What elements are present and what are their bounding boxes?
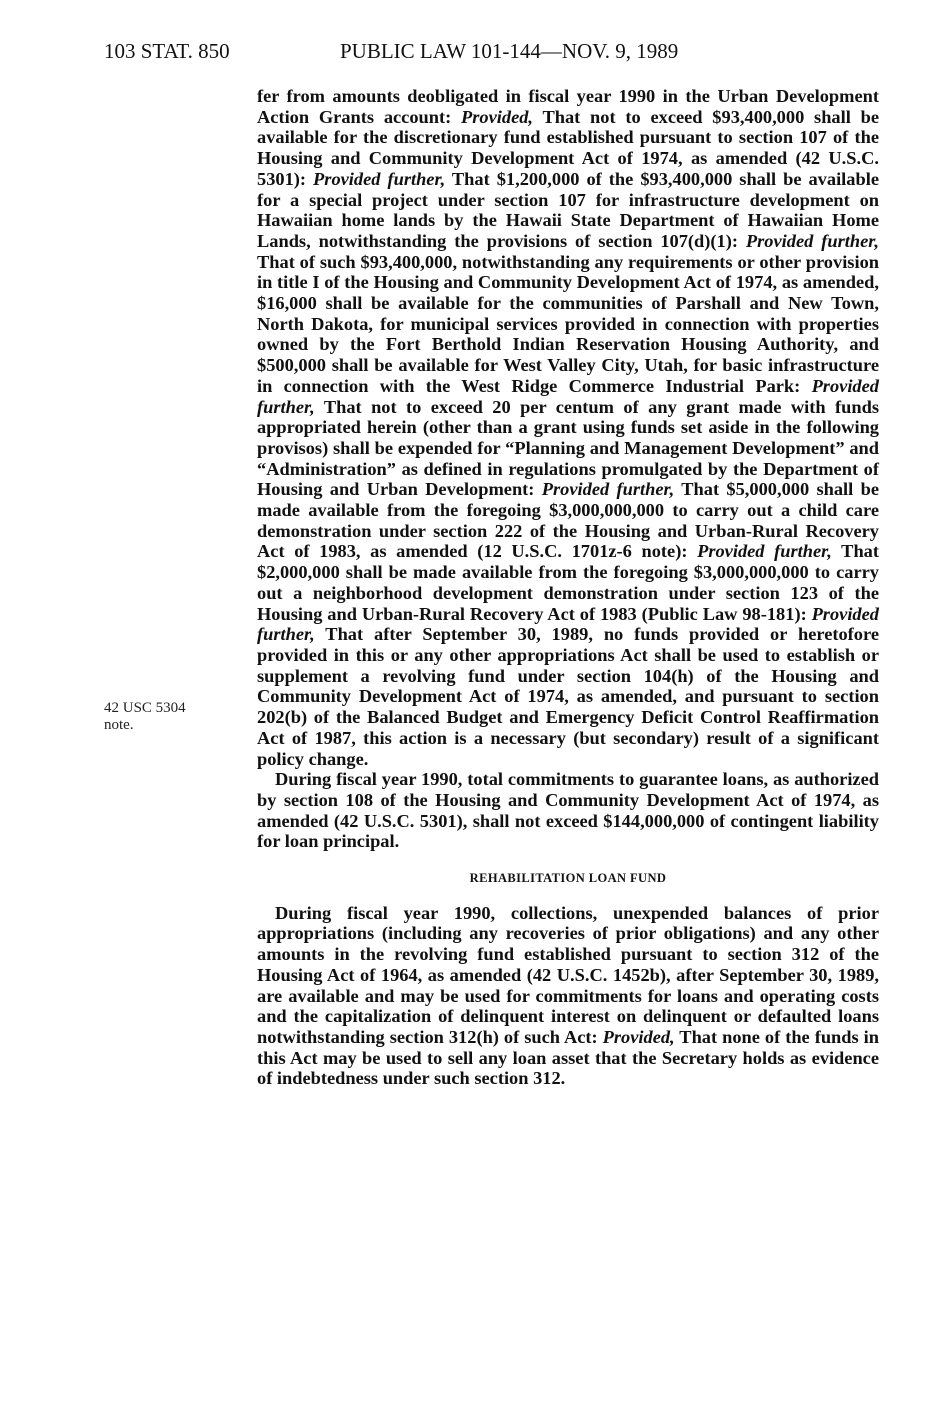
paragraph-rehabilitation-loan-fund: During fiscal year 1990, collections, unexpended balances of prior appropriations (including any recoveries of prior obligations) and any other amounts in the revolving fund established pursuant to section 312 of the Housing Act of 1964, as amended (42 U.S.C. 1452b), after September 30, 1989, are available and may be used for commitments for loans and operating costs and the capitalization of delinquent interest on delinquent or defaulted loans notwithstanding section 312(h) of such Act: Provided, That none of the funds in this Act may be used to sell any loan asset that the Secretary holds as evidence of indebtedness under such section 312. [257, 902, 879, 1089]
proviso: Provided further, [745, 230, 879, 251]
stat-reference: 103 STAT. 850 [104, 39, 230, 63]
proviso: Provided, [461, 106, 534, 127]
proviso: Provided further, [697, 541, 832, 562]
proviso: Provided further, [257, 375, 879, 417]
margin-citation-line2: note. [104, 717, 134, 733]
proviso: Provided further, [257, 603, 879, 645]
margin-citation [104, 700, 244, 734]
paragraph-loan-guarantees: During fiscal year 1990, total commitments to guarantee loans, as authorized by section 108 of the Housing and Community Development Act of 1974, as amended (42 U.S.C. 5301), shall not exceed $144,000,000 of contingent liability for loan principal. [257, 769, 879, 852]
document-body [257, 86, 879, 1089]
section-heading: REHABILITATION LOAN FUND [469, 871, 667, 886]
page-header [104, 36, 884, 66]
proviso: Provided, [602, 1026, 675, 1047]
margin-citation-line1: 42 USC 5304 [104, 700, 186, 716]
proviso: Provided further, [313, 168, 446, 189]
proviso: Provided further, [541, 479, 675, 500]
public-law-reference: PUBLIC LAW 101-144—NOV. 9, 1989 [340, 39, 679, 63]
paragraph-udag-continuation: fer from amounts deobligated in fiscal year 1990 in the Urban Development Action Grants account: Provided, That not to exceed $93,400,000 shall be available for the discretionary fund established pursuant to section 107 of the Housing and Community Development Act of 1974, as amended (42 U.S.C. 5301): Provided further, That $1,200,000 of the $93,400,000 shall be available for a special project under section 107 for infrastructure development on Hawaiian home lands by the Hawaii State Department of Hawaiian Home Lands, notwithstanding the provisions of section 107(d)(1): Provided further, That of such $93,400,000, notwithstanding any requirements or other provision in title I of the Housing and Community Development Act of 1974, as amended, $16,000 shall be available for the communities of Parshall and New Town, North Dakota, for municipal services provided in connection with properties owned by the Fort Berthold Indian Reservation Housing Authority, and $500,000 shall be available for West Valley City, Utah, for basic infrastructure in connection with the West Ridge Commerce Industrial Park: Provided further, That not to exceed 20 per centum of any grant made with funds appropriated herein (other than a grant using funds set aside in the following provisos) shall be expended for “Planning and Management Development” and “Administration” as defined in regulations promulgated by the Department of Housing and Urban Development: Provided further, That $5,000,000 shall be made available from the foregoing $3,000,000,000 to carry out a child care demonstration under section 222 of the Housing and Urban-Rural Recovery Act of 1983, as amended (12 U.S.C. 1701z-6 note): Provided further, That $2,000,000 shall be made available from the foregoing $3,000,000,000 to carry out a neighborhood development demonstration under section 123 of the Housing and Urban-Rural Recovery Act of 1983 (Public Law 98-181): Provided further, That after September 30, 1989, no funds provided or heretofore provided in this or any other appropriations Act shall be used to establish or supplement a revolving fund under section 104(h) of the Housing and Community Development Act of 1974, as amended, and pursuant to section 202(b) of the Balanced Budget and Emergency Deficit Control Reaffirmation Act of 1987, this action is a necessary (but secondary) result of a significant policy change. [257, 86, 879, 769]
